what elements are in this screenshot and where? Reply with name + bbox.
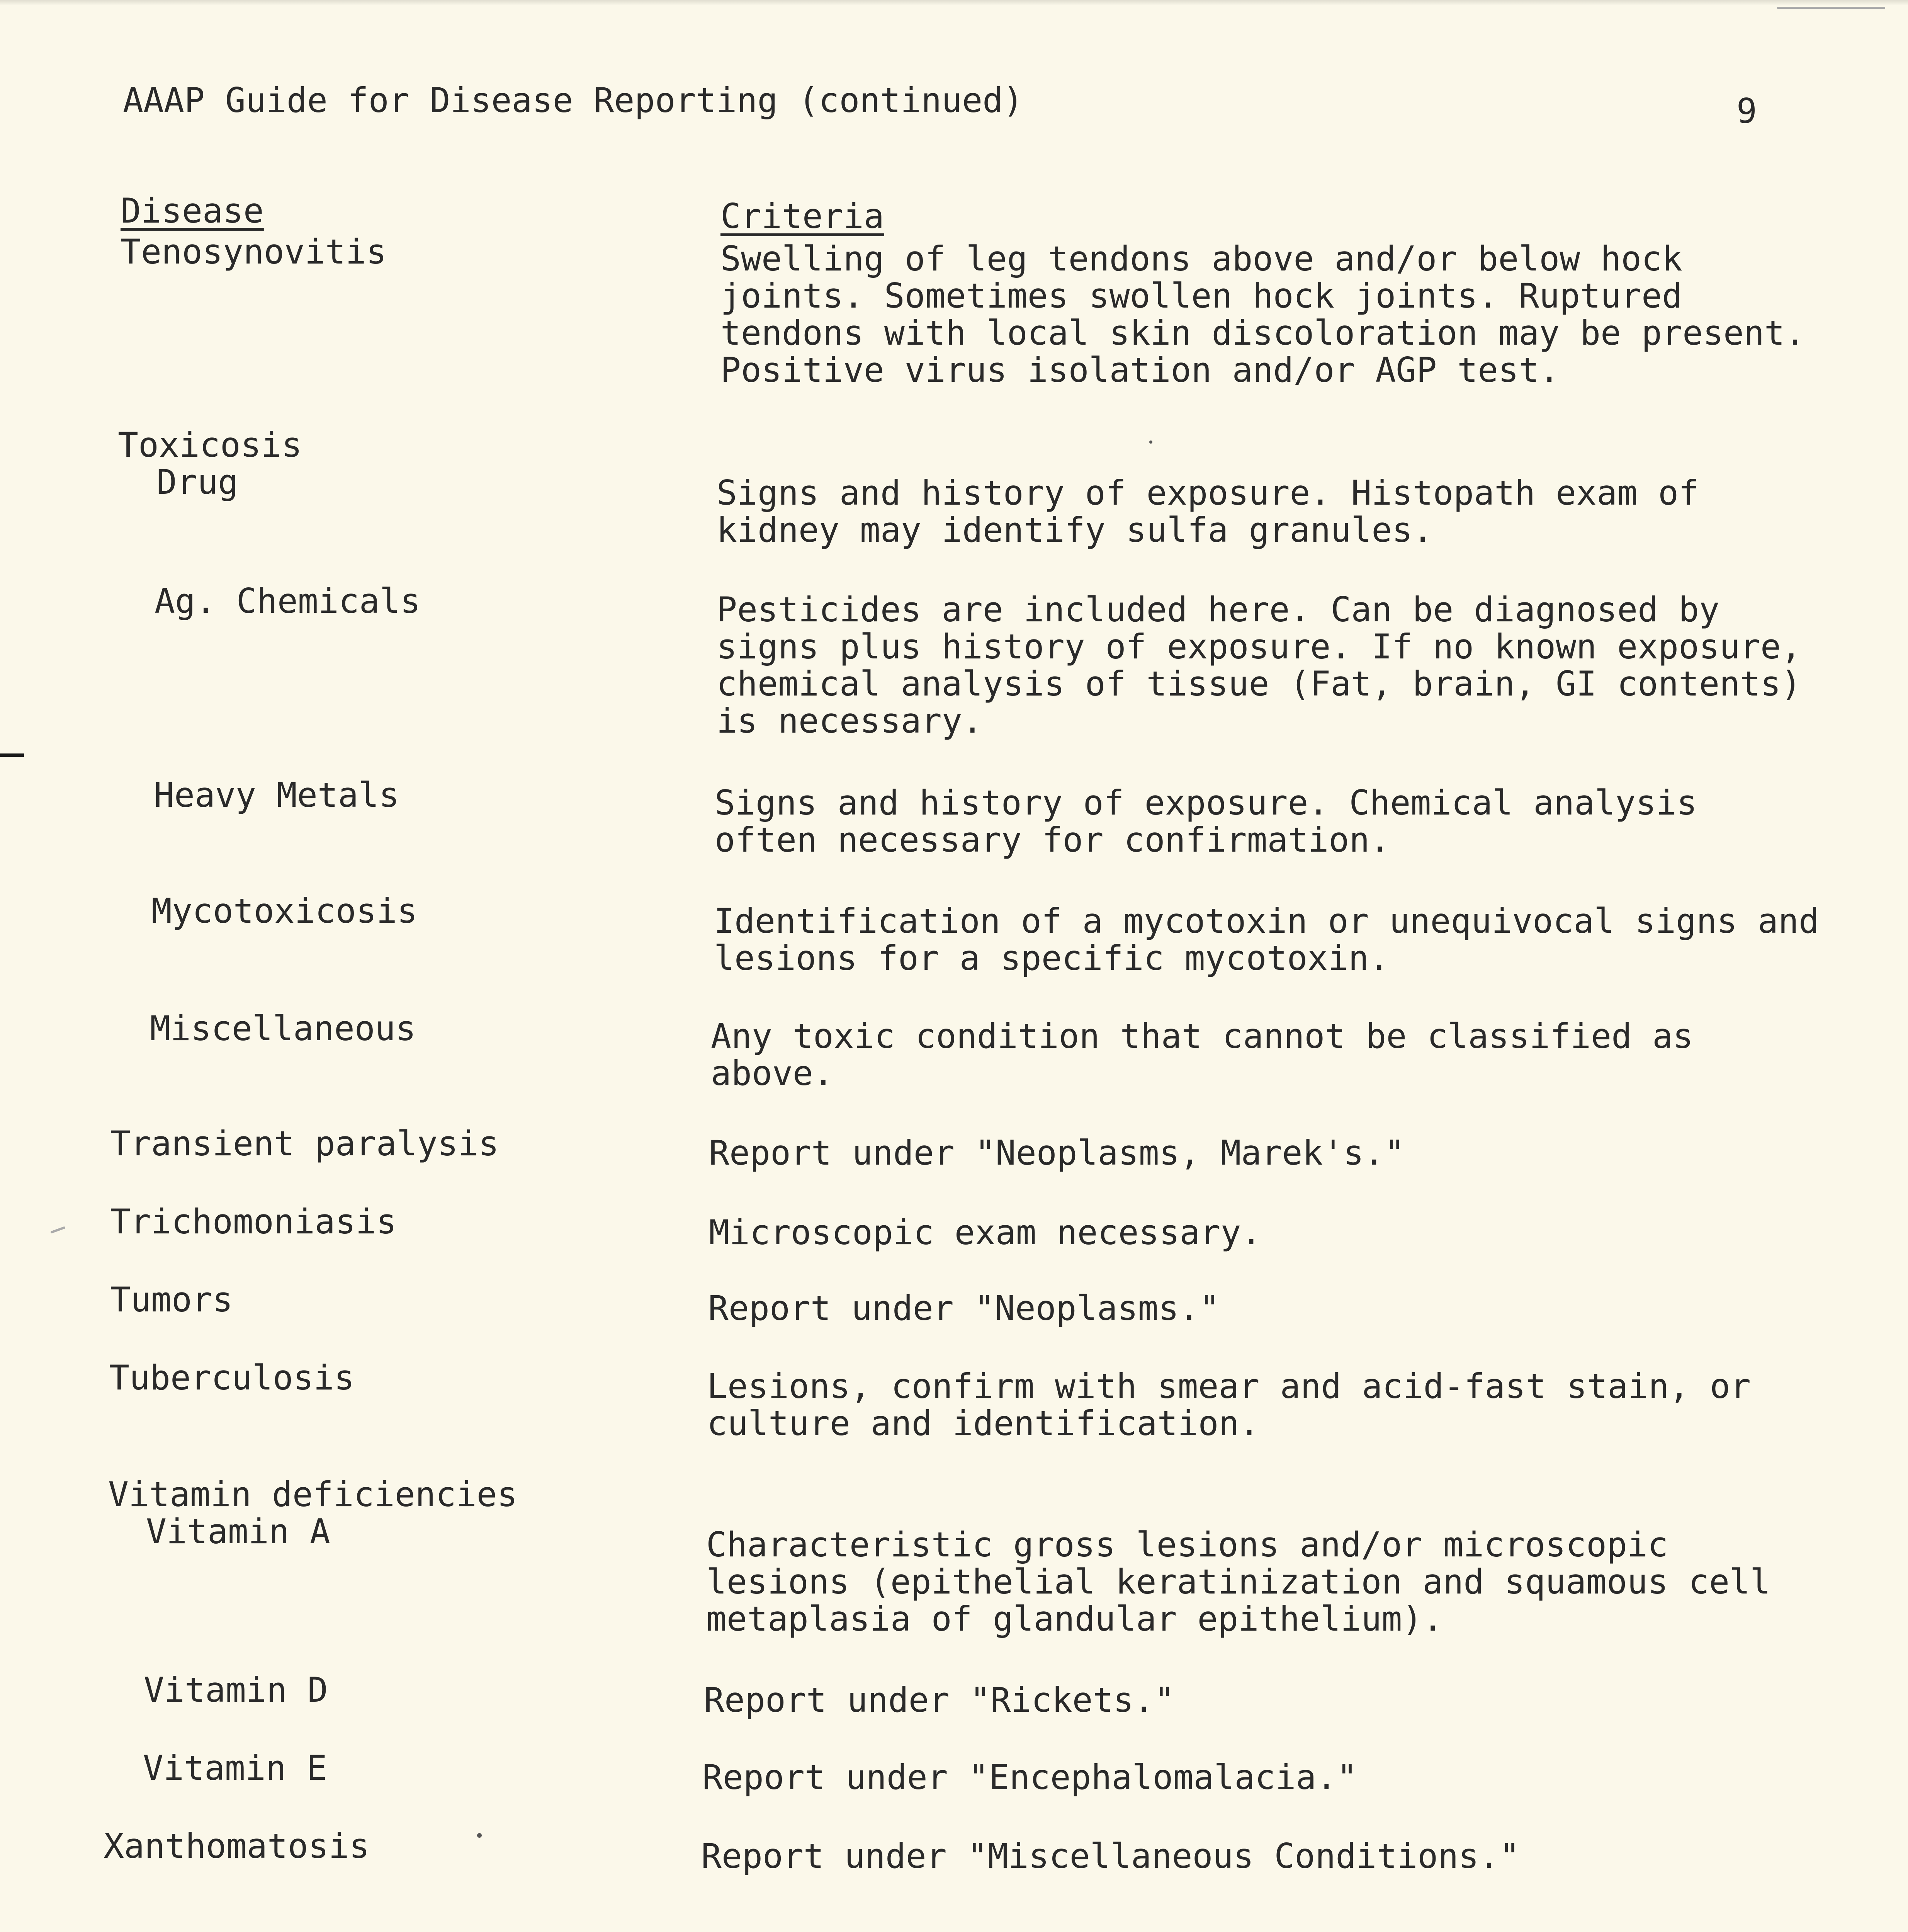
- disease-trichomoniasis: Trichomoniasis: [110, 1202, 397, 1242]
- criteria-line: Signs and history of exposure. Histopath exam of: [717, 473, 1699, 513]
- criteria-tumors: [708, 1290, 1220, 1327]
- disease-mycotoxicosis: Mycotoxicosis: [151, 891, 418, 931]
- criteria-transient-paralysis: [709, 1134, 1405, 1172]
- criteria-line: Report under "Encephalomalacia.": [702, 1757, 1358, 1797]
- scan-edge-streak: [1777, 7, 1885, 9]
- scan-speck: [477, 1833, 482, 1838]
- criteria-line: Report under "Neoplasms, Marek's.": [709, 1133, 1405, 1173]
- criteria-drug: [717, 474, 1699, 549]
- scan-top-edge: [0, 0, 1908, 5]
- disease-vitamin-a: Vitamin A: [146, 1512, 330, 1551]
- criteria-line: Report under "Miscellaneous Conditions.": [701, 1836, 1520, 1876]
- criteria-line: Signs and history of exposure. Chemical analysis: [715, 783, 1697, 823]
- criteria-line: Lesions, confirm with smear and acid-fast stain, or: [707, 1366, 1751, 1406]
- criteria-ag-chemicals: [717, 591, 1801, 740]
- criteria-vitamin-d: [704, 1682, 1175, 1719]
- scan-speck: [1149, 440, 1152, 444]
- disease-ag-chemicals: Ag. Chemicals: [155, 581, 421, 621]
- criteria-line: Pesticides are included here. Can be diagnosed by: [717, 590, 1720, 629]
- criteria-line: lesions (epithelial keratinization and squamous cell: [706, 1562, 1770, 1602]
- criteria-trichomoniasis: [709, 1214, 1261, 1251]
- scan-speck: [50, 1226, 66, 1233]
- disease-vitamin-d: Vitamin D: [144, 1670, 328, 1710]
- disease-tuberculosis: Tuberculosis: [109, 1358, 355, 1398]
- criteria-line: often necessary for confirmation.: [715, 820, 1390, 860]
- criteria-line: Report under "Rickets.": [704, 1680, 1175, 1720]
- criteria-line: Microscopic exam necessary.: [709, 1213, 1262, 1252]
- disease-vitamin-deficiencies: Vitamin deficiencies: [108, 1475, 518, 1514]
- disease-vitamin-e: Vitamin E: [143, 1748, 327, 1788]
- criteria-line: Any toxic condition that cannot be classified as: [711, 1016, 1694, 1056]
- criteria-line: metaplasia of glandular epithelium).: [706, 1599, 1443, 1639]
- criteria-tenosynovitis: [720, 240, 1805, 389]
- disease-drug: Drug: [156, 462, 238, 502]
- criteria-line: Report under "Neoplasms.": [708, 1288, 1220, 1328]
- disease-transient-paralysis: Transient paralysis: [110, 1124, 499, 1163]
- criteria-line: is necessary.: [717, 701, 983, 741]
- criteria-column-heading: Criteria: [720, 196, 884, 236]
- criteria-line: Characteristic gross lesions and/or microscopic: [706, 1525, 1668, 1565]
- criteria-vitamin-a: [706, 1526, 1770, 1638]
- criteria-line: Positive virus isolation and/or AGP test.: [720, 350, 1560, 390]
- criteria-xanthomatosis: [701, 1838, 1520, 1875]
- disease-toxicosis: Toxicosis: [118, 425, 302, 465]
- scan-edge-mark: [0, 753, 24, 757]
- disease-tumors: Tumors: [110, 1280, 233, 1320]
- criteria-line: Swelling of leg tendons above and/or below hock: [720, 239, 1683, 279]
- criteria-line: culture and identification.: [707, 1403, 1260, 1443]
- criteria-line: signs plus history of exposure. If no known exposure,: [717, 627, 1801, 667]
- criteria-tuberculosis: [707, 1368, 1751, 1442]
- criteria-line: kidney may identify sulfa granules.: [717, 510, 1433, 550]
- criteria-line: joints. Sometimes swollen hock joints. Ruptured: [720, 276, 1683, 316]
- criteria-line: above.: [711, 1053, 834, 1093]
- disease-miscellaneous: Miscellaneous: [150, 1009, 416, 1048]
- page-number: 9: [1736, 91, 1757, 131]
- criteria-line: tendons with local skin discoloration may be present.: [720, 313, 1805, 353]
- disease-xanthomatosis: Xanthomatosis: [104, 1826, 370, 1866]
- disease-tenosynovitis: Tenosynovitis: [121, 232, 387, 272]
- page-header-title: AAAP Guide for Disease Reporting (continued): [123, 80, 1024, 120]
- criteria-line: lesions for a specific mycotoxin.: [714, 938, 1390, 978]
- criteria-line: chemical analysis of tissue (Fat, brain, GI contents): [717, 664, 1801, 704]
- criteria-mycotoxicosis: [714, 903, 1819, 977]
- disease-column-heading: Disease: [121, 191, 264, 231]
- criteria-vitamin-e: [702, 1759, 1357, 1796]
- criteria-heavy-metals: [715, 784, 1697, 859]
- disease-heavy-metals: Heavy Metals: [154, 775, 399, 815]
- criteria-miscellaneous: [711, 1018, 1693, 1092]
- criteria-line: Identification of a mycotoxin or unequivocal signs and: [714, 901, 1819, 941]
